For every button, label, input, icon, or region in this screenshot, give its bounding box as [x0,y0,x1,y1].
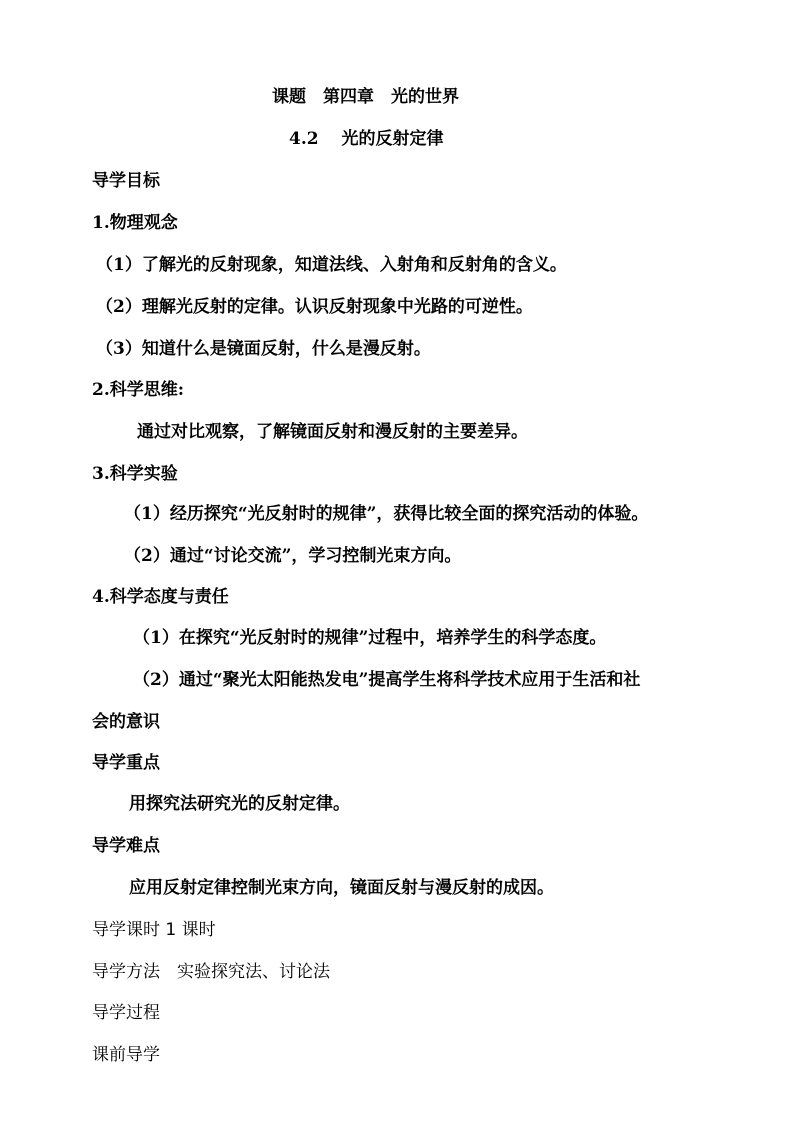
difficulty-heading: 导学难点 [92,836,160,856]
chapter-title: 课题 第四章 光的世界 [272,87,459,107]
attitude-item-1: （1）在探究“光反射时的规律”过程中，培养学生的科学态度。 [133,628,607,648]
process-line: 导学过程 [92,1003,160,1023]
experiment-item-2: （2）通过“讨论交流”，学习控制光束方向。 [124,546,462,566]
pre-class-line: 课前导学 [92,1045,160,1065]
experiment-item-1: （1）经历探究“光反射时的规律”，获得比较全面的探究活动的体验。 [124,504,649,524]
concepts-heading: 1.物理观念 [92,213,178,233]
method-line: 导学方法 实验探究法、讨论法 [92,962,330,982]
section-title: 4.2 光的反射定律 [289,129,444,149]
thinking-heading: 2.科学思维: [92,380,185,400]
concepts-item-1: （1）了解光的反射现象，知道法线、入射角和反射角的含义。 [96,255,567,275]
difficulty-text: 应用反射定律控制光束方向，镜面反射与漫反射的成因。 [129,878,554,898]
period-line: 导学课时 1 课时 [92,920,216,940]
attitude-item-2: （2）通过“聚光太阳能热发电”提高学生将科学技术应用于生活和社 [133,670,641,690]
key-point-heading: 导学重点 [92,753,160,773]
attitude-heading: 4.科学态度与责任 [92,587,229,607]
thinking-text: 通过对比观察，了解镜面反射和漫反射的主要差异。 [137,422,528,442]
concepts-item-2: （2）理解光反射的定律。认识反射现象中光路的可逆性。 [96,297,533,317]
experiment-heading: 3.科学实验 [92,464,178,484]
attitude-item-2-continued: 会的意识 [92,712,160,732]
key-point-text: 用探究法研究光的反射定律。 [129,794,350,814]
concepts-item-3: （3）知道什么是镜面反射，什么是漫反射。 [96,339,431,359]
objectives-heading: 导学目标 [92,171,160,191]
